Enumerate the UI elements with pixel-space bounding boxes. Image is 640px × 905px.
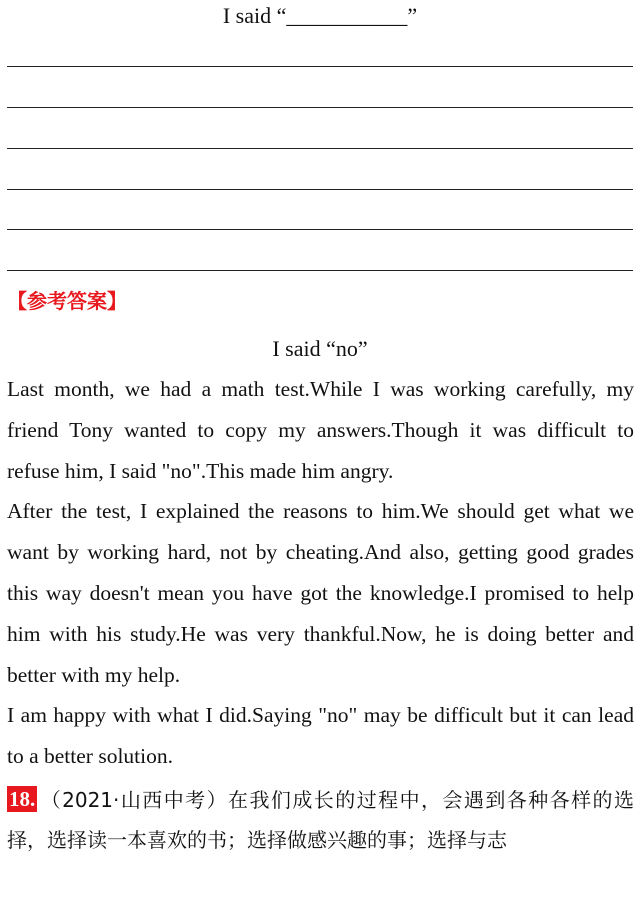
writing-line (7, 189, 633, 190)
question-number-badge: 18. (9, 787, 36, 811)
answer-essay-title: I said “no” (272, 336, 368, 361)
writing-line (7, 148, 633, 149)
reference-answer-heading: 【参考答案】 (7, 289, 127, 313)
writing-line (7, 229, 633, 230)
writing-line (7, 270, 633, 271)
answer-essay-body (7, 369, 634, 777)
essay-paragraph: I am happy with what I did.Saying "no" may be difficult but it can lead to a better solution. (7, 703, 634, 769)
essay-title-prompt: I said “___________” (222, 3, 418, 28)
question-text: （2021·山西中考）在我们成长的过程中，会遇到各种各样的选择，选择读一本喜欢的书；选择做感兴趣的事；选择与志 (7, 788, 634, 852)
essay-paragraph: Last month, we had a math test.While I was working carefully, my friend Tony wanted to copy my answers.Though it was difficult to refuse him, I said "no".This made him angry. (7, 377, 634, 483)
question-18 (7, 780, 634, 860)
writing-line (7, 107, 633, 108)
essay-paragraph: After the test, I explained the reasons to him.We should get what we want by working hard, not by cheating.And also, getting good grades this way doesn't mean you have got the knowledge.I promised to help him with his study.He was very thankful.Now, he is doing better and better with my help. (7, 499, 634, 687)
writing-line (7, 66, 633, 67)
